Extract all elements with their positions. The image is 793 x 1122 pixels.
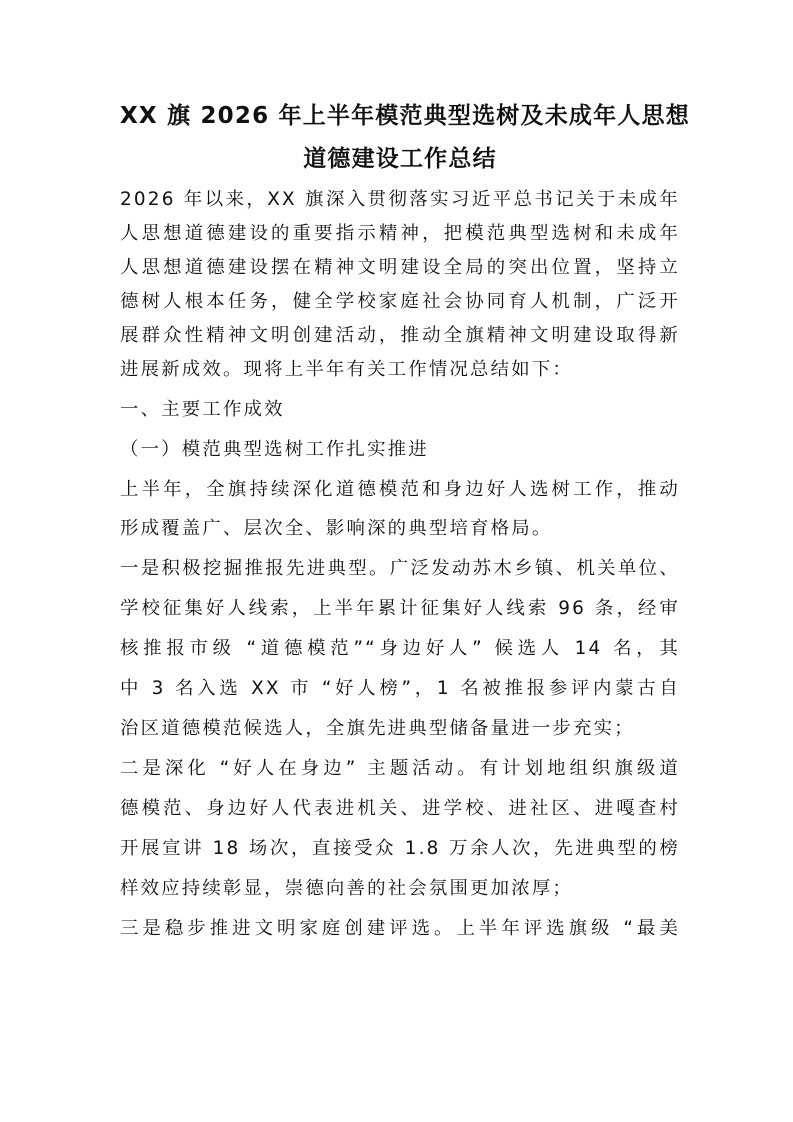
item-1-line-3: 核推报市级 “道德模范”“身边好人” 候选人 14 名，其: [120, 638, 680, 659]
item-1-line-2: 学校征集好人线索，上半年累计征集好人线索 96 条，经审: [120, 598, 680, 619]
intro-line-5: 展群众性精神文明创建活动，推动全旗精神文明建设取得新: [120, 325, 680, 346]
intro-line-3: 人思想道德建设摆在精神文明建设全局的突出位置，坚持立: [120, 257, 680, 278]
subsection-heading-1: （一）模范典型选树工作扎实推进: [120, 439, 429, 460]
item-1-line-1: 一是积极挖掘推报先进典型。广泛发动苏木乡镇、机关单位、: [120, 558, 680, 579]
section-heading-1: 一、主要工作成效: [120, 399, 285, 420]
intro-line-4: 德树人根本任务，健全学校家庭社会协同育人机制，广泛开: [120, 291, 680, 312]
item-3-line-1: 三是稳步推进文明家庭创建评选。上半年评选旗级 “最美: [120, 918, 680, 939]
item-2-line-4: 样效应持续彰显，崇德向善的社会氛围更加浓厚；: [120, 878, 573, 899]
document-title-line-1: XX 旗 2026 年上半年模范典型选树及未成年人思想: [120, 103, 690, 129]
item-1-line-4: 中 3 名入选 XX 市 “好人榜”，1 名被推报参评内蒙古自: [120, 678, 680, 699]
intro-line-2: 人思想道德建设的重要指示精神，把模范典型选树和未成年: [120, 223, 680, 244]
intro-line-6: 进展新成效。现将上半年有关工作情况总结如下：: [120, 359, 573, 380]
paragraph-line-1: 上半年，全旗持续深化道德模范和身边好人选树工作，推动: [120, 479, 680, 500]
item-2-line-3: 开展宣讲 18 场次，直接受众 1.8 万余人次，先进典型的榜: [120, 838, 680, 859]
item-2-line-2: 德模范、身边好人代表进机关、进学校、进社区、进嘎查村: [120, 798, 680, 819]
intro-line-1: 2026 年以来，XX 旗深入贯彻落实习近平总书记关于未成年: [120, 189, 680, 210]
paragraph-line-2: 形成覆盖广、层次全、影响深的典型培育格局。: [120, 518, 553, 539]
item-2-line-1: 二是深化 “好人在身边” 主题活动。有计划地组织旗级道: [120, 758, 680, 779]
document-title-line-2: 道德建设工作总结: [303, 146, 497, 172]
item-1-line-5: 治区道德模范候选人，全旗先进典型储备量进一步充实；: [120, 718, 635, 739]
